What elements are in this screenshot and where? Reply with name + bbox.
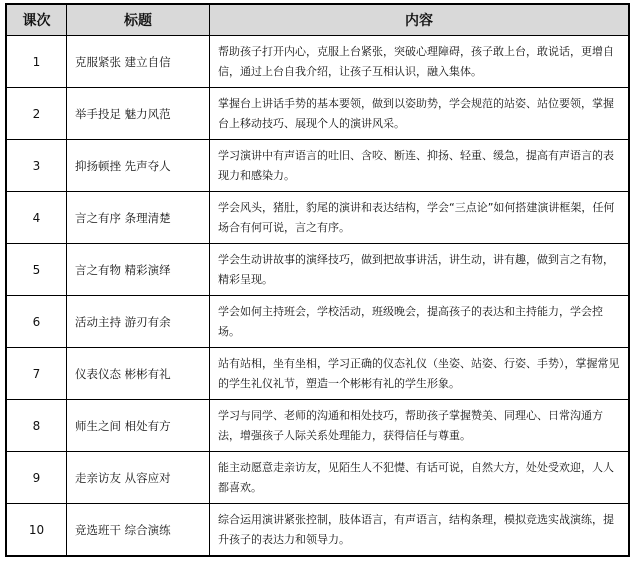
table-row	[7, 504, 629, 556]
lesson-content: 学会如何主持班会，学校活动，班级晚会，提高孩子的表达和主持能力，学会控场。	[210, 296, 629, 348]
table-row	[7, 192, 629, 244]
lesson-number: 4	[7, 192, 67, 244]
lesson-number: 8	[7, 400, 67, 452]
table-row	[7, 400, 629, 452]
lesson-number: 5	[7, 244, 67, 296]
table-row	[7, 348, 629, 400]
lesson-number: 3	[7, 140, 67, 192]
lesson-content: 学习演讲中有声语言的吐旧、含咬、断连、抑扬、轻重、缓急，提高有声语言的表现力和感染力。	[210, 140, 629, 192]
table-row	[7, 36, 629, 88]
lesson-number: 2	[7, 88, 67, 140]
lesson-number: 7	[7, 348, 67, 400]
lesson-title: 师生之间 相处有方	[67, 400, 210, 452]
table-row	[7, 296, 629, 348]
lesson-title: 抑扬顿挫 先声夺人	[67, 140, 210, 192]
lesson-title: 克服紧张 建立自信	[67, 36, 210, 88]
table-row	[7, 244, 629, 296]
header-content: 内容	[210, 5, 629, 36]
lesson-content: 学会风头，猪肚，豹尾的演讲和表达结构，学会“三点论”如何搭建演讲框架，任何场合有何可说，言之有序。	[210, 192, 629, 244]
table-row	[7, 452, 629, 504]
lesson-title: 活动主持 游刃有余	[67, 296, 210, 348]
lesson-content: 学习与同学、老师的沟通和相处技巧，帮助孩子掌握赞美、同理心、日常沟通方法，增强孩子人际关系处理能力，获得信任与尊重。	[210, 400, 629, 452]
lesson-number: 1	[7, 36, 67, 88]
table-row	[7, 140, 629, 192]
header-row	[7, 5, 629, 36]
curriculum-table	[6, 4, 629, 556]
curriculum-table-frame	[5, 3, 630, 557]
lesson-content: 学会生动讲故事的演绎技巧，做到把故事讲活，讲生动，讲有趣，做到言之有物，精彩呈现。	[210, 244, 629, 296]
lesson-content: 综合运用演讲紧张控制，肢体语言，有声语言，结构条理，模拟竞选实战演练，提升孩子的表达力和领导力。	[210, 504, 629, 556]
lesson-content: 帮助孩子打开内心，克服上台紧张，突破心理障碍，孩子敢上台，敢说话，更增自信，通过上台自我介绍，让孩子互相认识，融入集体。	[210, 36, 629, 88]
lesson-content: 能主动愿意走亲访友，见陌生人不犯憷、有话可说，自然大方，处处受欢迎，人人都喜欢。	[210, 452, 629, 504]
header-title: 标题	[67, 5, 210, 36]
lesson-title: 仪表仪态 彬彬有礼	[67, 348, 210, 400]
lesson-title: 举手投足 魅力风范	[67, 88, 210, 140]
table-row	[7, 88, 629, 140]
lesson-content: 掌握台上讲话手势的基本要领，做到以姿助势，学会规范的站姿、站位要领，掌握台上移动技巧、展现个人的演讲风采。	[210, 88, 629, 140]
lesson-title: 竞选班干 综合演练	[67, 504, 210, 556]
header-lesson: 课次	[7, 5, 67, 36]
lesson-title: 言之有序 条理清楚	[67, 192, 210, 244]
lesson-title: 走亲访友 从容应对	[67, 452, 210, 504]
lesson-content: 站有站相，坐有坐相，学习正确的仪态礼仪（坐姿、站姿、行姿、手势），掌握常见的学生礼仪礼节，塑造一个彬彬有礼的学生形象。	[210, 348, 629, 400]
lesson-number: 10	[7, 504, 67, 556]
lesson-title: 言之有物 精彩演绎	[67, 244, 210, 296]
lesson-number: 9	[7, 452, 67, 504]
lesson-number: 6	[7, 296, 67, 348]
